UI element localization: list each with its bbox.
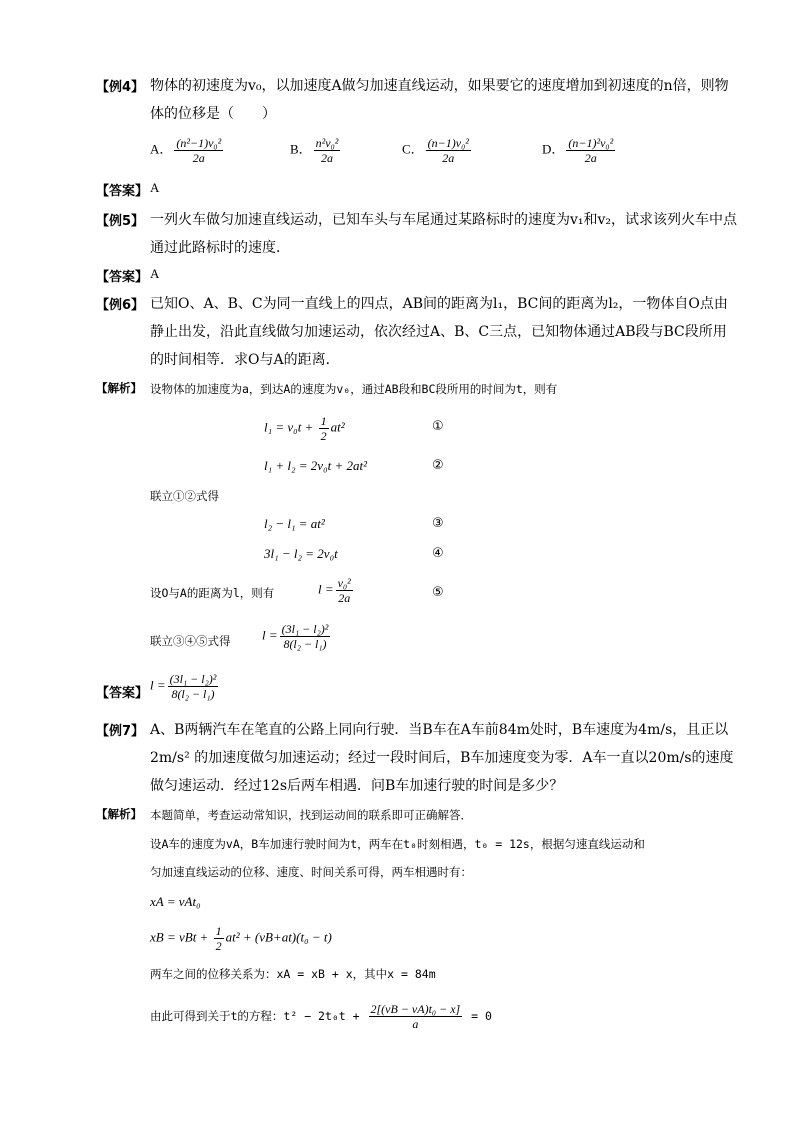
jx6-eq1 <box>264 414 345 443</box>
marker-1: ① <box>432 419 444 434</box>
result-numerator: (3l₁ − l₂)² <box>281 622 329 636</box>
marker-5: ⑤ <box>432 585 444 600</box>
ans5-value: A <box>150 266 160 281</box>
jx6-eq4: 3l₁ − l₂ = 2v₀t <box>264 546 338 561</box>
option-d-numerator: (n−1)²v₀² <box>568 136 614 150</box>
eqB-half-numerator: 1 <box>215 924 222 938</box>
eq5-lhs: l = <box>318 581 334 597</box>
ex7-line3: 做匀速运动．经过12s后两车相遇．问B车加速行驶的时间是多少？ <box>150 778 564 794</box>
ans6-numerator: (3l₁ − l₂)² <box>169 672 217 686</box>
ex4-option-b <box>290 136 342 165</box>
eq1-half-denominator: 2 <box>320 429 327 443</box>
jx6-eq3: l₂ − l₁ = at² <box>264 516 325 531</box>
ans4-value: A <box>150 180 160 195</box>
ex4-line2: 体的位移是（ ） <box>150 106 276 122</box>
option-c-denominator: 2a <box>442 151 455 165</box>
jx7-eqB <box>150 924 332 953</box>
ans5-tag: 【答案】 <box>96 270 149 285</box>
final-denominator: a <box>412 1017 419 1031</box>
option-a-denominator: 2a <box>192 151 205 165</box>
option-a-numerator: (n²−1)v₀² <box>176 136 222 150</box>
jx6-intro: 设物体的加速度为a，到达A的速度为v₀，通过AB段和BC段所用的时间为t，则有 <box>150 382 558 396</box>
eqB-post: at² + (vB+at)(t₀ − t) <box>225 929 332 945</box>
jx6-eq5 <box>318 576 355 605</box>
option-a-label: A． <box>150 141 173 157</box>
ans6-formula <box>150 672 220 701</box>
jx7-eqA: xA = vAt₀ <box>150 894 201 909</box>
result-denominator: 8(l₂ − l₁) <box>283 637 327 651</box>
eqB-half-denominator: 2 <box>215 939 222 953</box>
jx7-relation: 两车之间的位移关系为：xA = xB + x，其中x = 84m <box>150 967 436 981</box>
option-c-label: C． <box>402 141 424 157</box>
ex6-line3: 的时间相等．求O与A的距离． <box>150 352 340 368</box>
jx7-line1: 本题简单，考查运动常知识，找到运动间的联系即可正确解答． <box>150 808 472 822</box>
ex4-line1: 物体的初速度为v₀，以加速度A做匀加速直线运动，如果要它的速度增加到初速度的n倍，则物 <box>150 78 729 94</box>
option-b-numerator: n²v₀² <box>315 136 339 150</box>
eqB-pre: xB = vBt + <box>150 929 212 945</box>
ex7-tag: 【例7】 <box>96 724 145 739</box>
jx6-tag: 【解析】 <box>96 381 142 395</box>
ans6-lhs: l = <box>150 677 166 693</box>
option-d-denominator: 2a <box>584 151 597 165</box>
result-lhs: l = <box>262 627 278 643</box>
option-d-label: D． <box>542 141 565 157</box>
ex7-line2: 2m/s² 的加速度做匀加速运动；经过一段时间后，B车加速度变为零．A车一直以20m/s的速度 <box>150 750 734 766</box>
ex6-line2: 静止出发，沿此直线做匀加速运动，依次经过A、B、C三点，已知物体通过AB段与BC段所用 <box>150 324 727 340</box>
ex4-tag: 【例4】 <box>96 80 145 95</box>
jx6-result <box>262 622 332 651</box>
jx7-line2: 设A车的速度为vA，B车加速行驶时间为t，两车在t₀时刻相遇，t₀ = 12s，根据匀速直线运动和 <box>150 837 645 851</box>
ex4-option-a <box>150 136 225 165</box>
ex5-line2: 通过此路标时的速度． <box>150 240 290 256</box>
marker-2: ② <box>432 458 444 473</box>
eq5-denominator: 2a <box>338 591 351 605</box>
ex6-tag: 【例6】 <box>96 298 145 313</box>
eq1-lhs: l₁ = v₀t + <box>264 419 317 435</box>
jx7-line3: 匀加速直线运动的位移、速度、时间关系可得，两车相遇时有： <box>150 865 472 879</box>
ex4-option-d <box>542 136 617 165</box>
eq1-tail: at² <box>330 419 345 435</box>
jx6-combine1: 联立①②式得 <box>150 489 219 503</box>
ex4-option-c <box>402 136 473 165</box>
final-pre: 由此可得到关于t的方程：t² − 2t₀t + <box>150 1009 367 1023</box>
ex6-line1: 已知O、A、B、C为同一直线上的四点，AB间的距离为l₁，BC间的距离为l₂，一物体自O点由 <box>150 296 728 312</box>
final-post: = 0 <box>464 1009 492 1023</box>
option-b-denominator: 2a <box>321 151 334 165</box>
ex5-tag: 【例5】 <box>96 214 145 229</box>
jx6-set: 设O与A的距离为l，则有 <box>150 586 275 600</box>
marker-4: ④ <box>432 546 444 561</box>
ans6-denominator: 8(l₂ − l₁) <box>171 687 215 701</box>
jx7-tag: 【解析】 <box>96 807 142 821</box>
eq1-half-numerator: 1 <box>320 414 327 428</box>
ans4-tag: 【答案】 <box>96 184 149 199</box>
final-numerator: 2[(vB − vA)t₀ − x] <box>370 1002 461 1016</box>
jx6-combine2: 联立③④⑤式得 <box>150 634 231 648</box>
ans6-tag: 【答案】 <box>96 686 149 701</box>
ex7-line1: A、B两辆汽车在笔直的公路上同向行驶．当B车在A车前84m处时，B车速度为4m/s，且正以 <box>150 722 729 738</box>
eq5-numerator: v₀² <box>337 576 351 590</box>
jx7-final <box>150 1002 492 1031</box>
option-c-numerator: (n−1)v₀² <box>427 136 469 150</box>
option-b-label: B． <box>290 141 312 157</box>
ex5-line1: 一列火车做匀加速直线运动，已知车头与车尾通过某路标时的速度为v₁和v₂，试求该列火车中点 <box>150 212 738 228</box>
marker-3: ③ <box>432 516 444 531</box>
jx6-eq2: l₁ + l₂ = 2v₀t + 2at² <box>264 458 367 473</box>
